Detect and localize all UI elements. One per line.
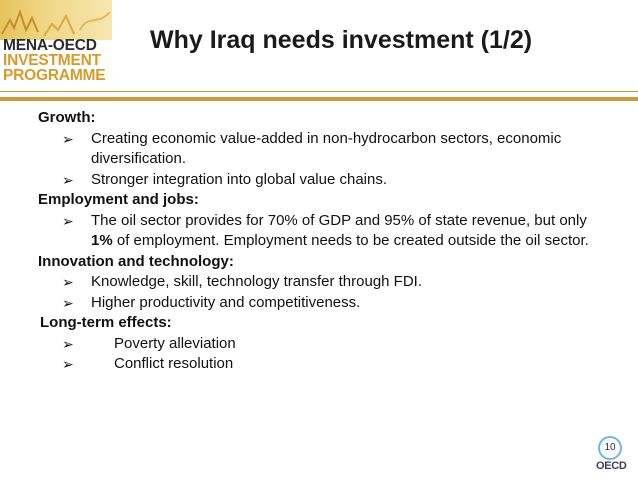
bullet-text: Higher productivity and competitiveness. xyxy=(91,293,361,311)
section-heading-employment: Employment and jobs: xyxy=(38,191,199,208)
arrow-bullet-icon: ➢ xyxy=(62,335,74,352)
title-divider-thick xyxy=(0,97,638,101)
arrow-bullet-icon: ➢ xyxy=(62,130,74,147)
arrow-bullet-icon: ➢ xyxy=(62,171,74,188)
mena-oecd-logo xyxy=(0,0,112,88)
arrow-bullet-icon: ➢ xyxy=(62,294,74,311)
bullet-text: Knowledge, skill, technology transfer through FDI. xyxy=(91,273,423,290)
bullet-text-post: of employment. Employment needs to be created outside the oil sector. xyxy=(112,232,589,249)
slide-body xyxy=(38,108,608,375)
slide-title: Why Iraq needs investment (1/2) xyxy=(150,26,533,54)
oecd-logo: OECD xyxy=(596,460,627,472)
bullet-text: Conflict resolution xyxy=(114,355,234,372)
list-item xyxy=(50,272,608,293)
bullet-text-pre: The oil sector provides for 70% of GDP and 95% of state revenue, but only xyxy=(91,211,587,229)
list-item xyxy=(50,211,608,252)
page-number-badge: 10 xyxy=(598,436,622,460)
bullet-text: Stronger integration into global value chains. xyxy=(91,170,388,188)
bullet-text: Poverty alleviation xyxy=(114,334,236,352)
section-heading-growth: Growth: xyxy=(38,109,96,126)
bullet-list-growth xyxy=(38,129,608,191)
arrow-bullet-icon: ➢ xyxy=(62,212,74,229)
bullet-text-bold: 1% xyxy=(91,232,113,249)
list-item xyxy=(50,170,608,191)
section-heading-innovation: Innovation and technology: xyxy=(38,252,234,270)
bullet-text: Creating economic value-added in non-hydrocarbon sectors, economic diversification. xyxy=(91,129,562,167)
logo-line-2: INVESTMENT xyxy=(3,52,101,69)
list-item xyxy=(50,129,608,170)
arrow-bullet-icon: ➢ xyxy=(62,356,74,372)
list-item xyxy=(50,334,608,355)
logo-text xyxy=(3,38,113,83)
logo-banner xyxy=(0,0,112,40)
list-item xyxy=(50,293,608,314)
logo-pattern-icon xyxy=(0,0,112,40)
bullet-list-innovation xyxy=(38,272,608,313)
logo-line-1: MENA-OECD xyxy=(3,37,97,54)
bullet-list-employment xyxy=(38,211,608,252)
logo-line-3: PROGRAMME xyxy=(3,67,106,84)
section-heading-long-term: Long-term effects: xyxy=(40,314,172,331)
list-item xyxy=(50,354,608,375)
bullet-list-long-term xyxy=(38,334,608,375)
arrow-bullet-icon: ➢ xyxy=(62,274,74,290)
title-divider-thin xyxy=(0,91,638,92)
